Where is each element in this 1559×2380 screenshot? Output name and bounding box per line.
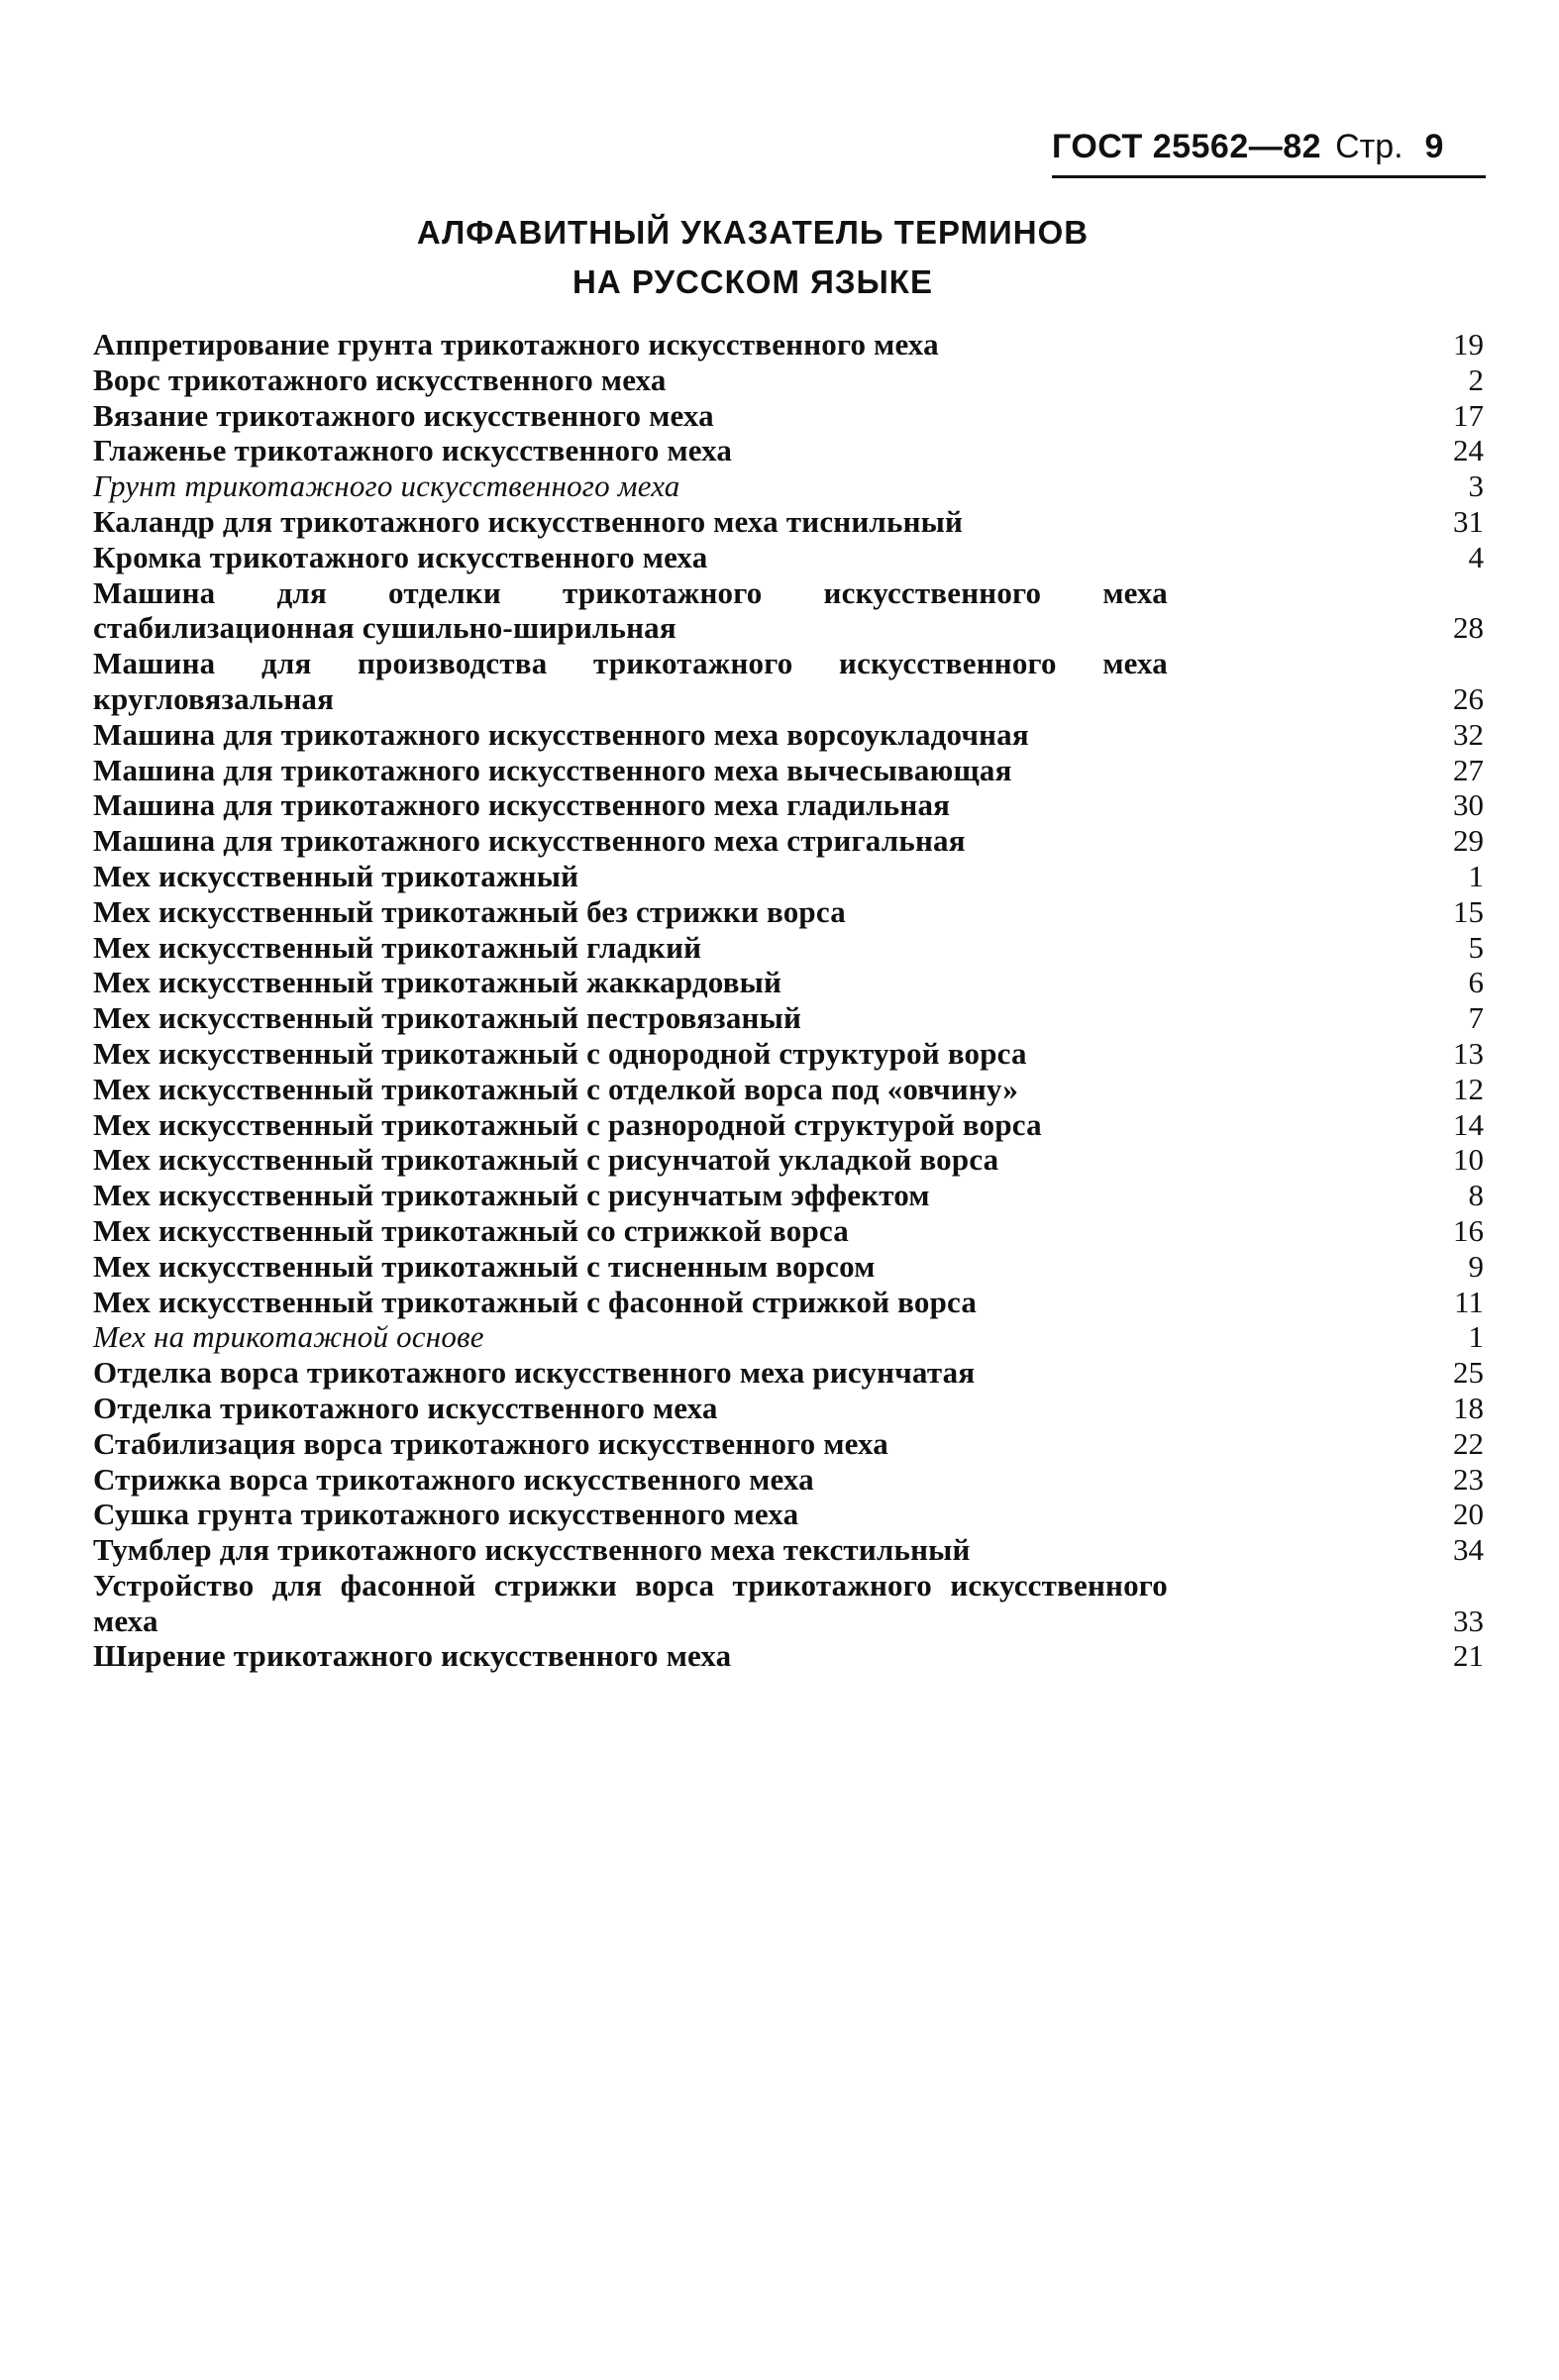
term-entry — [93, 362, 1484, 398]
standard-code: ГОСТ 25562—82 — [1052, 128, 1322, 165]
term-number: 17 — [1453, 397, 1484, 433]
term-number: 7 — [1468, 1000, 1484, 1036]
term-entry — [93, 1072, 1484, 1107]
term-entry — [93, 753, 1484, 788]
term-entry — [93, 1285, 1484, 1320]
page-number: 9 — [1424, 128, 1444, 165]
term-text: Мех искусственный трикотажный с однородной структурой ворса — [93, 1035, 1027, 1071]
term-text: Кромка трикотажного искусственного меха — [93, 539, 708, 574]
term-entry — [93, 894, 1484, 930]
term-entry — [93, 1391, 1484, 1426]
term-number: 9 — [1468, 1248, 1484, 1284]
term-text: Устройство для фасонной стрижки ворса трикотажного искусственного меха — [93, 1567, 1168, 1638]
term-number: 22 — [1453, 1425, 1484, 1461]
title-line-1: АЛФАВИТНЫЙ УКАЗАТЕЛЬ ТЕРМИНОВ — [416, 214, 1090, 251]
term-entry — [93, 930, 1484, 966]
term-text: Мех искусственный трикотажный с рисунчатым эффектом — [93, 1178, 930, 1213]
term-text: Каландр для трикотажного искусственного меха тиснильный — [93, 503, 964, 539]
term-entry — [93, 1426, 1484, 1462]
term-number: 4 — [1468, 539, 1484, 574]
term-number: 19 — [1453, 327, 1484, 362]
term-entry — [93, 823, 1484, 859]
term-number: 33 — [1453, 1603, 1484, 1638]
term-text: Мех искусственный трикотажный с рисунчатой укладкой ворса — [93, 1142, 999, 1178]
term-entry — [93, 1036, 1484, 1072]
term-number: 23 — [1453, 1461, 1484, 1497]
term-text: Отделка ворса трикотажного искусственного меха рисунчатая — [93, 1355, 976, 1391]
term-entry — [93, 859, 1484, 894]
term-number: 8 — [1468, 1178, 1484, 1213]
term-number: 30 — [1453, 787, 1484, 823]
term-number: 26 — [1453, 680, 1484, 716]
term-entry — [93, 1568, 1484, 1639]
header-rule — [1052, 175, 1486, 178]
term-text: Мех искусственный трикотажный со стрижкой ворса — [93, 1212, 849, 1248]
term-number: 3 — [1468, 468, 1484, 504]
term-number: 31 — [1453, 503, 1484, 539]
term-number: 12 — [1453, 1071, 1484, 1106]
term-index-list — [93, 327, 1484, 1674]
term-text: Тумблер для трикотажного искусственного меха текстильный — [93, 1532, 971, 1568]
term-entry — [93, 398, 1484, 434]
term-number: 6 — [1468, 965, 1484, 1000]
term-text: Стабилизация ворса трикотажного искусственного меха — [93, 1425, 888, 1461]
term-text: Машина для трикотажного искусственного меха вычесывающая — [93, 752, 1012, 787]
term-entry — [93, 575, 1484, 647]
term-number: 25 — [1453, 1355, 1484, 1391]
term-text: Мех искусственный трикотажный без стрижки ворса — [93, 893, 846, 929]
term-text: Мех искусственный трикотажный жаккардовый — [93, 965, 782, 1000]
term-entry — [93, 1638, 1484, 1674]
term-entry — [93, 1497, 1484, 1532]
term-number: 13 — [1453, 1035, 1484, 1071]
term-entry — [93, 1532, 1484, 1568]
term-text: Машина для трикотажного искусственного меха гладильная — [93, 787, 951, 823]
term-number: 15 — [1453, 893, 1484, 929]
term-text: Машина для трикотажного искусственного меха ворсоукладочная — [93, 716, 1029, 752]
term-text: Мех искусственный трикотажный с разнородной структурой ворса — [93, 1106, 1042, 1142]
term-text: Машина для трикотажного искусственного меха стригальная — [93, 823, 966, 859]
term-entry — [93, 433, 1484, 468]
term-number: 18 — [1453, 1390, 1484, 1425]
term-entry — [93, 1462, 1484, 1498]
term-entry — [93, 1000, 1484, 1036]
term-entry — [93, 1213, 1484, 1249]
term-entry — [93, 504, 1484, 540]
term-number: 10 — [1453, 1142, 1484, 1178]
term-number: 11 — [1454, 1284, 1484, 1319]
term-text: Мех искусственный трикотажный гладкий — [93, 929, 702, 965]
page-label: Стр. — [1335, 128, 1403, 165]
term-text: Машина для отделки трикотажного искусственного меха стабилизационная сушильно-ширильная — [93, 574, 1168, 646]
page-title — [297, 208, 1208, 307]
term-entry — [93, 1319, 1484, 1355]
term-text: Вязание трикотажного искусственного меха — [93, 397, 714, 433]
term-entry — [93, 787, 1484, 823]
term-entry — [93, 717, 1484, 753]
term-text: Отделка трикотажного искусственного меха — [93, 1390, 718, 1425]
term-number: 24 — [1453, 433, 1484, 468]
title-line-2: НА РУССКОМ ЯЗЫКЕ — [572, 263, 933, 300]
page-header — [1052, 121, 1488, 172]
term-text: Ворс трикотажного искусственного меха — [93, 362, 667, 397]
term-number: 34 — [1453, 1532, 1484, 1568]
term-text: Стрижка ворса трикотажного искусственного меха — [93, 1461, 814, 1497]
term-text: Мех искусственный трикотажный с отделкой ворса под «овчину» — [93, 1071, 1019, 1106]
term-text: Мех на трикотажной основе — [93, 1319, 484, 1355]
term-text: Машина для производства трикотажного искусственного меха кругловязальная — [93, 646, 1168, 716]
term-entry — [93, 1178, 1484, 1213]
term-number: 16 — [1453, 1212, 1484, 1248]
term-number: 1 — [1468, 1319, 1484, 1355]
term-entry — [93, 1355, 1484, 1391]
term-entry — [93, 1142, 1484, 1178]
term-number: 21 — [1453, 1638, 1484, 1674]
term-text: Мех искусственный трикотажный пестровязаный — [93, 1000, 802, 1036]
term-text: Глаженье трикотажного искусственного меха — [93, 433, 733, 468]
term-text: Мех искусственный трикотажный с фасонной стрижкой ворса — [93, 1284, 978, 1319]
term-entry — [93, 468, 1484, 504]
term-text: Сушка грунта трикотажного искусственного меха — [93, 1497, 799, 1532]
term-number: 1 — [1468, 858, 1484, 893]
term-entry — [93, 965, 1484, 1000]
term-entry — [93, 1107, 1484, 1143]
term-entry — [93, 540, 1484, 575]
term-text: Мех искусственный трикотажный — [93, 858, 579, 893]
term-number: 2 — [1468, 362, 1484, 397]
term-text: Ширение трикотажного искусственного меха — [93, 1638, 732, 1674]
term-text: Мех искусственный трикотажный с тисненным ворсом — [93, 1248, 876, 1284]
term-entry — [93, 1249, 1484, 1285]
term-number: 29 — [1453, 823, 1484, 859]
term-text: Грунт трикотажного искусственного меха — [93, 468, 680, 504]
term-entry — [93, 327, 1484, 362]
term-number: 14 — [1453, 1106, 1484, 1142]
term-number: 20 — [1453, 1497, 1484, 1532]
term-entry — [93, 646, 1484, 717]
term-number: 32 — [1453, 716, 1484, 752]
term-number: 27 — [1453, 752, 1484, 787]
term-number: 28 — [1453, 610, 1484, 646]
term-text: Аппретирование грунта трикотажного искусственного меха — [93, 327, 939, 362]
term-number: 5 — [1468, 929, 1484, 965]
